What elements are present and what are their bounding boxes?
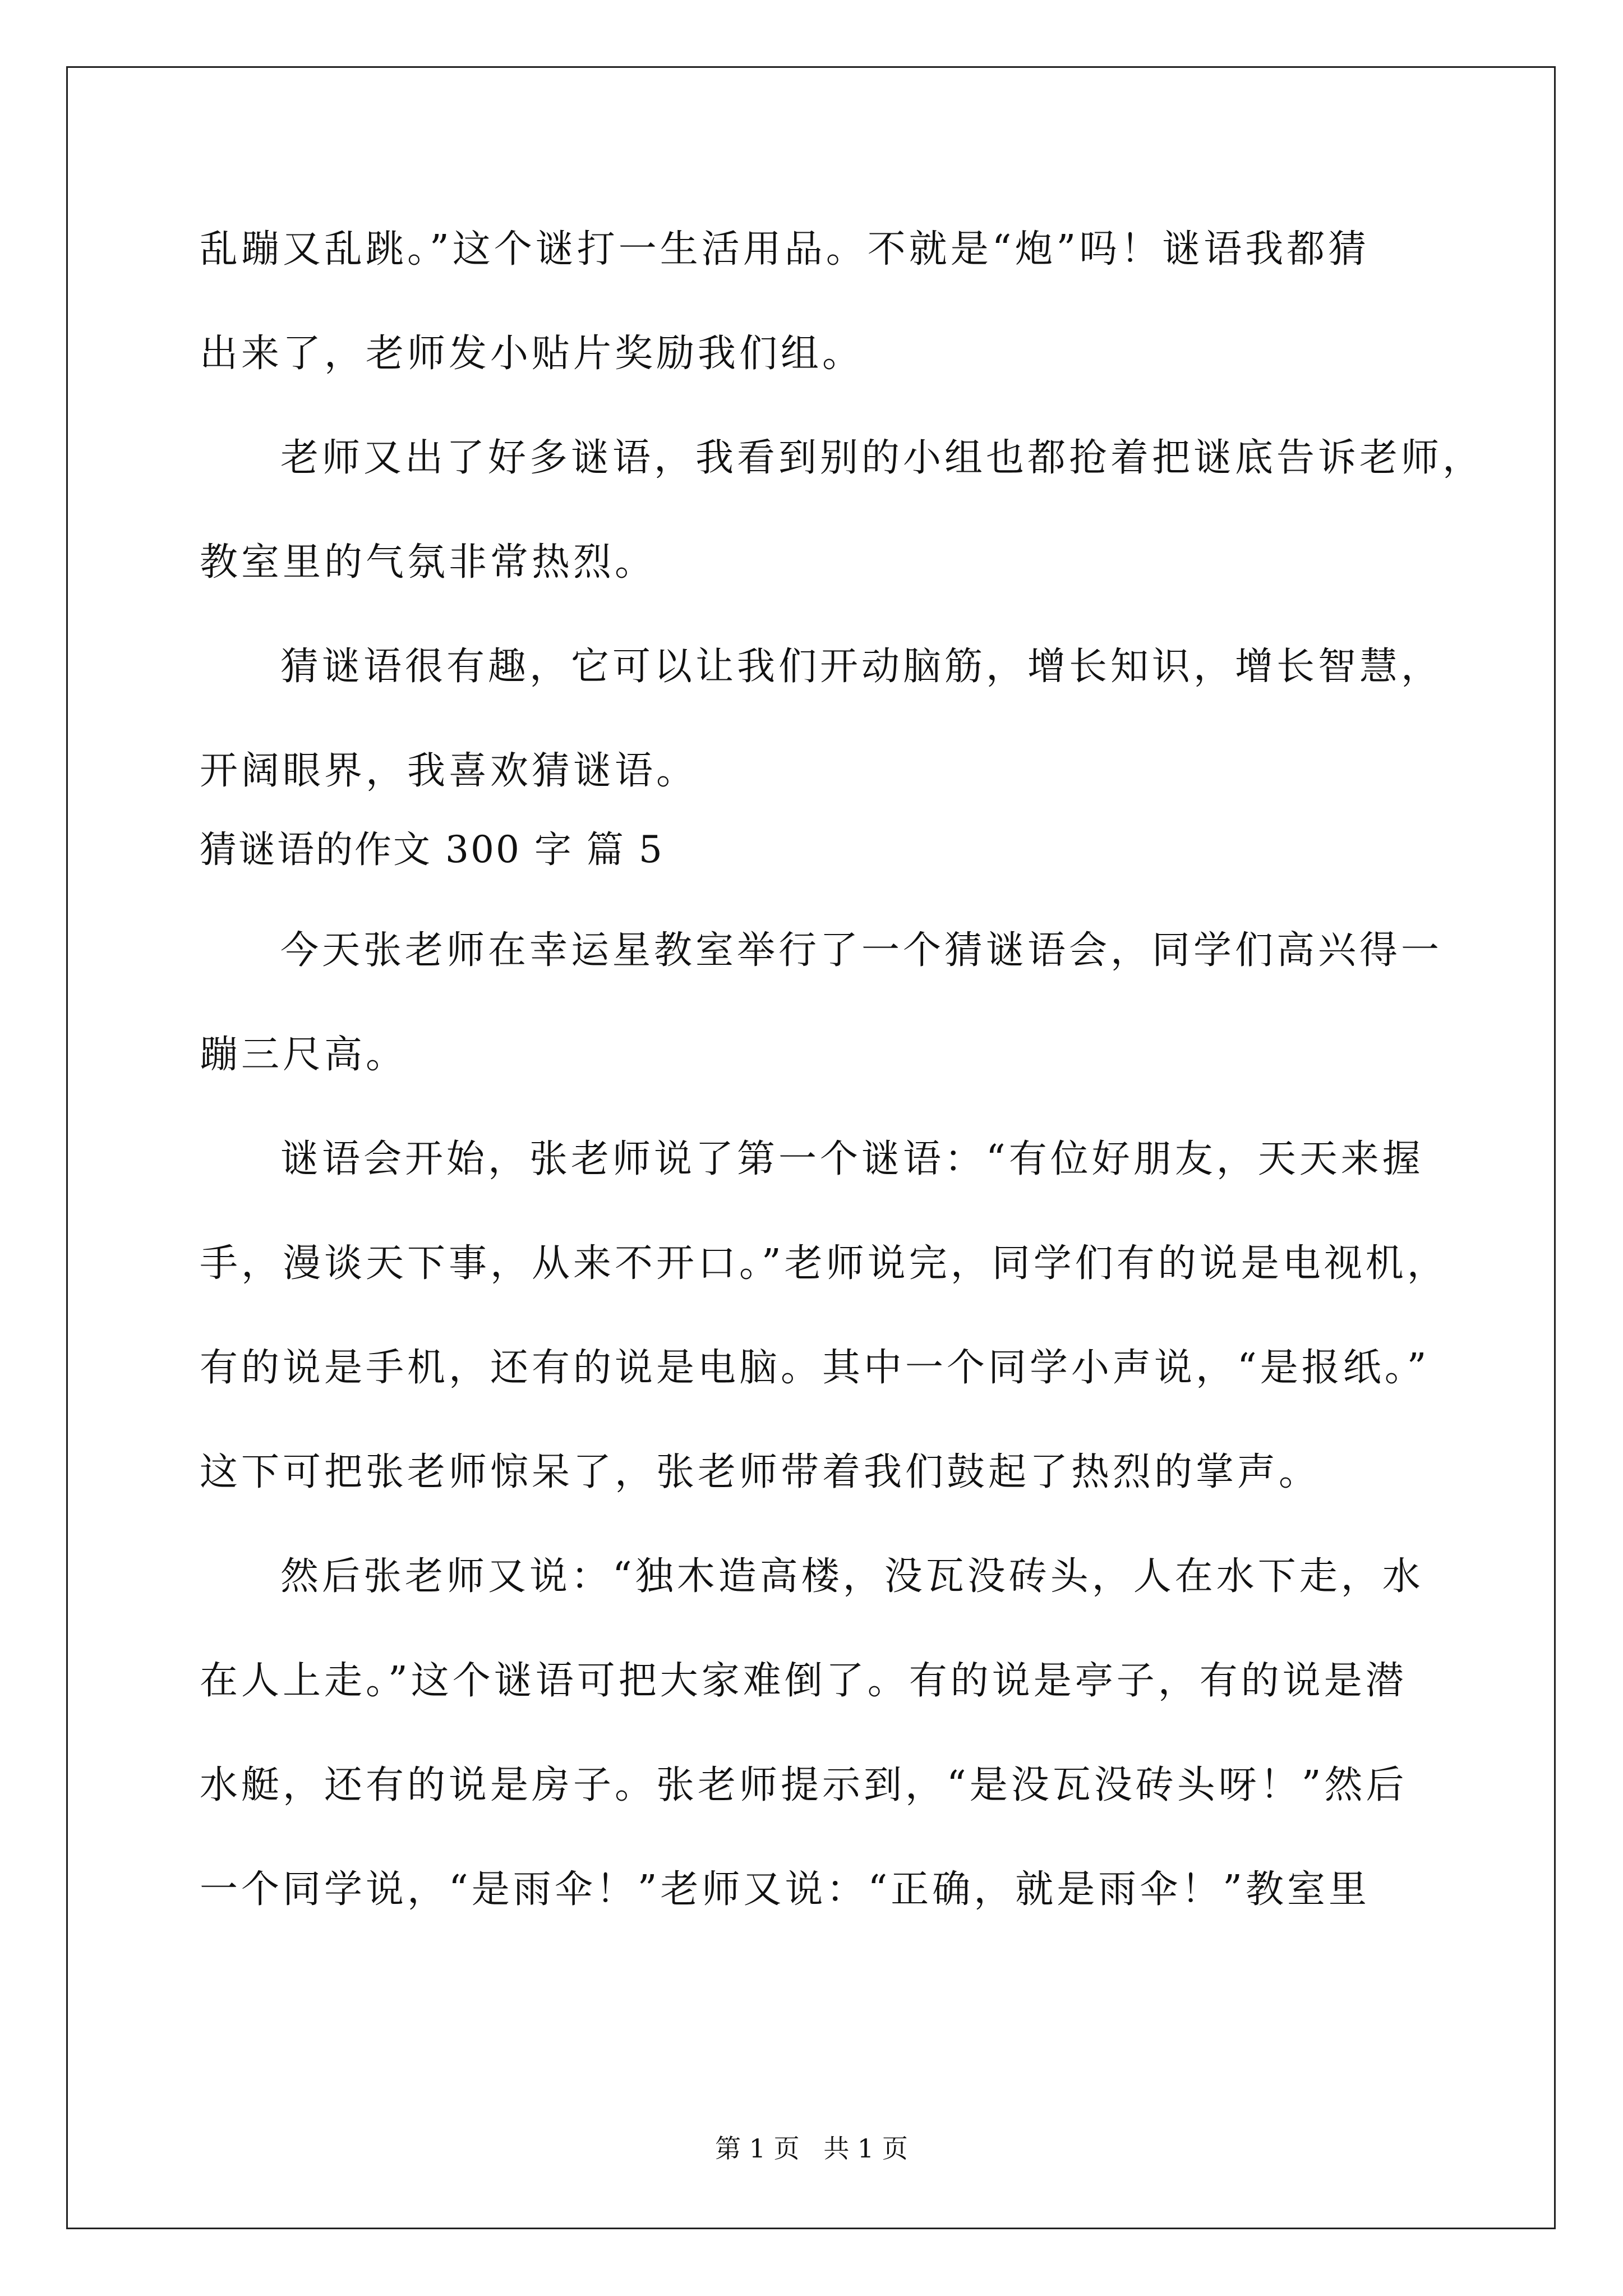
text-line: 一个同学说，“是雨伞！”老师又说：“正确，就是雨伞！”教室里	[200, 1867, 1371, 1912]
text-line: 开阔眼界，我喜欢猜谜语。	[200, 749, 698, 793]
text-line: 手，漫谈天下事，从来不开口。”老师说完，同学们有的说是电视机，	[200, 1241, 1449, 1286]
text-line: 然后张老师又说：“独木造高楼，没瓦没砖头，人在水下走，水	[280, 1554, 1424, 1599]
current-page-number: 第 1 页	[715, 2133, 800, 2164]
page-footer	[0, 2132, 1623, 2165]
text-line: 教室里的气氛非常热烈。	[200, 540, 657, 585]
text-line: 今天张老师在幸运星教室举行了一个猜谜语会，同学们高兴得一	[280, 928, 1443, 973]
text-line: 有的说是手机，还有的说是电脑。其中一个同学小声说，“是报纸。”	[200, 1346, 1430, 1390]
text-line: 这下可把张老师惊呆了，张老师带着我们鼓起了热烈的掌声。	[200, 1450, 1321, 1494]
text-line: 老师又出了好多谜语，我看到别的小组也都抢着把谜底告诉老师，	[280, 436, 1484, 480]
text-line: 谜语会开始，张老师说了第一个谜语：“有位好朋友，天天来握	[280, 1137, 1424, 1181]
text-line: 出来了，老师发小贴片奖励我们组。	[200, 332, 864, 376]
text-line: 水艇，还有的说是房子。张老师提示到，“是没瓦没砖头呀！”然后	[200, 1763, 1408, 1807]
section-heading: 猜谜语的作文 300 字 篇 5	[200, 828, 664, 871]
text-line: 在人上走。”这个谜语可把大家难倒了。有的说是亭子，有的说是潜	[200, 1659, 1407, 1703]
total-page-count: 共 1 页	[823, 2133, 908, 2164]
text-line: 乱蹦又乱跳。”这个谜打一生活用品。不就是“炮”吗！谜语我都猜	[200, 227, 1370, 272]
text-line: 蹦三尺高。	[200, 1033, 408, 1077]
text-line: 猜谜语很有趣，它可以让我们开动脑筋，增长知识，增长智慧，	[280, 645, 1443, 689]
